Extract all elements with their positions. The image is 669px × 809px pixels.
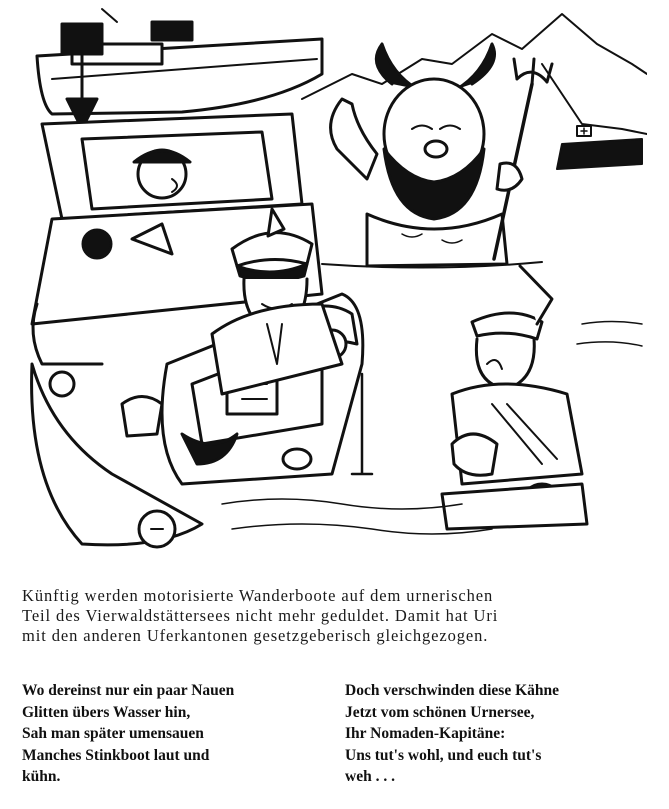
caption-line: Künftig werden motorisierte Wanderboote auf dem urnerischen bbox=[22, 586, 494, 605]
poem-stanza-right bbox=[345, 680, 559, 788]
poem-line: Uns tut's wohl, und euch tut's bbox=[345, 746, 542, 764]
caption-line: mit den anderen Uferkantonen gesetzgeberisch gleichgezogen. bbox=[22, 626, 489, 645]
poem-line: kühn. bbox=[22, 768, 61, 785]
giant-uri bbox=[322, 44, 542, 268]
poem-line: Ihr Nomaden-Kapitäne: bbox=[345, 725, 506, 742]
captain-right bbox=[442, 266, 587, 529]
poem-stanza-left bbox=[22, 680, 234, 788]
caption-line: Teil des Vierwaldstättersees nicht mehr geduldet. Damit hat Uri bbox=[22, 606, 499, 625]
cartoon-illustration bbox=[22, 4, 647, 569]
caption bbox=[22, 586, 650, 646]
flag bbox=[557, 126, 642, 169]
roof-boat bbox=[37, 9, 322, 129]
poem-line: Manches Stinkboot laut und bbox=[22, 746, 210, 764]
poem-line: Sah man später umensauen bbox=[22, 725, 204, 742]
poem-line: Doch verschwinden diese Kähne bbox=[345, 682, 559, 699]
poem-line: Glitten übers Wasser hin, bbox=[22, 703, 191, 721]
poem-line: Wo dereinst nur ein paar Nauen bbox=[22, 682, 235, 699]
poem-line: weh . . . bbox=[345, 768, 395, 785]
poem-line: Jetzt vom schönen Urnersee, bbox=[345, 703, 535, 721]
